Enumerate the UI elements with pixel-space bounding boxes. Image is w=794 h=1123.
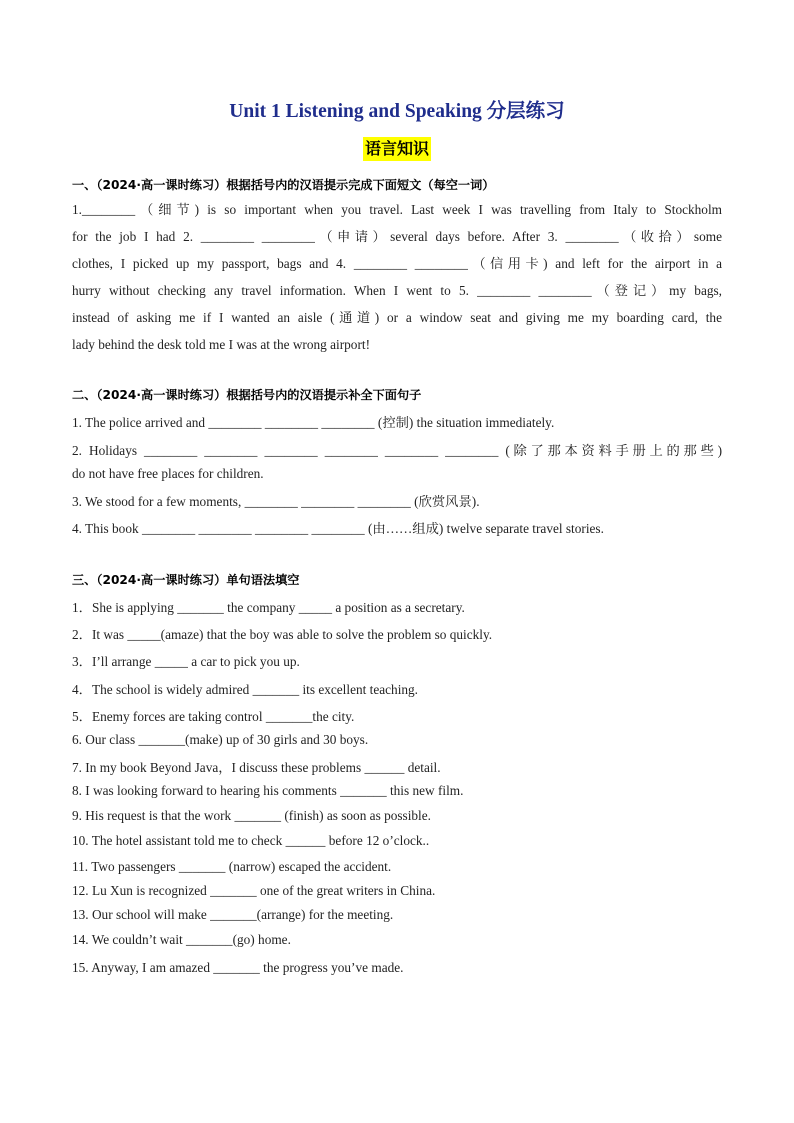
section-subtitle: 语言知识: [363, 137, 431, 161]
passage-line: clothes, I picked up my passport, bags and 4. ________ ________（信用卡) and left for the airport in a: [72, 256, 722, 271]
grammar-item: 10. The hotel assistant told me to check ______ before 12 o’clock..: [72, 833, 430, 848]
section2-heading: 二、（2024·高一课时练习）根据括号内的汉语提示补全下面句子: [72, 388, 422, 402]
passage-line: instead of asking me if I wanted an aisle (通道) or a window seat and giving me my boarding card, the: [72, 310, 722, 325]
grammar-item: 15. Anyway, I am amazed _______ the progress you’ve made.: [72, 960, 404, 975]
grammar-item: 5．Enemy forces are taking control _______the city.: [72, 709, 355, 724]
sentence-item: 4. This book ________ ________ ________ ________ (由……组成) twelve separate travel stories.: [72, 521, 604, 536]
sentence-item: 1. The police arrived and ________ ________ ________ (控制) the situation immediately.: [72, 415, 555, 430]
grammar-item: 7. In my book Beyond Java，I discuss these problems ______ detail.: [72, 760, 441, 775]
grammar-item: 8. I was looking forward to hearing his comments _______ this new film.: [72, 783, 464, 798]
grammar-item: 2．It was _____(amaze) that the boy was able to solve the problem so quickly.: [72, 627, 493, 642]
grammar-item: 1．She is applying _______ the company _____ a position as a secretary.: [72, 600, 465, 615]
passage-line: for the job I had 2. ________ ________（申请）several days before. After 3. ________（收拾）some: [72, 229, 722, 244]
section1-passage: [72, 196, 722, 358]
passage-line: lady behind the desk told me I was at the wrong airport!: [72, 337, 370, 352]
sentence-item: 2. Holidays ________ ________ ________ ________ ________ ________ (除了那本资料手册上的那些): [72, 443, 722, 458]
grammar-item: 9. His request is that the work _______ (finish) as soon as possible.: [72, 808, 431, 823]
grammar-item: 13. Our school will make _______(arrange) for the meeting.: [72, 907, 394, 922]
page-title: Unit 1 Listening and Speaking 分层练习: [229, 101, 565, 122]
grammar-item: 3．I’ll arrange _____ a car to pick you up.: [72, 654, 300, 669]
section3-heading: 三、（2024·高一课时练习）单句语法填空: [72, 573, 300, 587]
passage-line: 1.________（细节) is so important when you travel. Last week I was travelling from Italy to Stockholm: [72, 202, 722, 217]
sentence-item: do not have free places for children.: [72, 466, 264, 481]
grammar-item: 12. Lu Xun is recognized _______ one of the great writers in China.: [72, 883, 436, 898]
grammar-item: 6. Our class _______(make) up of 30 girls and 30 boys.: [72, 732, 369, 747]
passage-line: hurry without checking any travel information. When I went to 5. ________ ________（登记）my bags,: [72, 283, 722, 298]
section1-heading: 一、（2024·高一课时练习）根据括号内的汉语提示完成下面短文（每空一词）: [72, 178, 495, 192]
sentence-item: 3. We stood for a few moments, ________ ________ ________ (欣赏风景).: [72, 494, 480, 509]
grammar-item: 14. We couldn’t wait _______(go) home.: [72, 932, 291, 947]
grammar-item: 4．The school is widely admired _______ its excellent teaching.: [72, 682, 419, 697]
grammar-item: 11. Two passengers _______ (narrow) escaped the accident.: [72, 859, 392, 874]
